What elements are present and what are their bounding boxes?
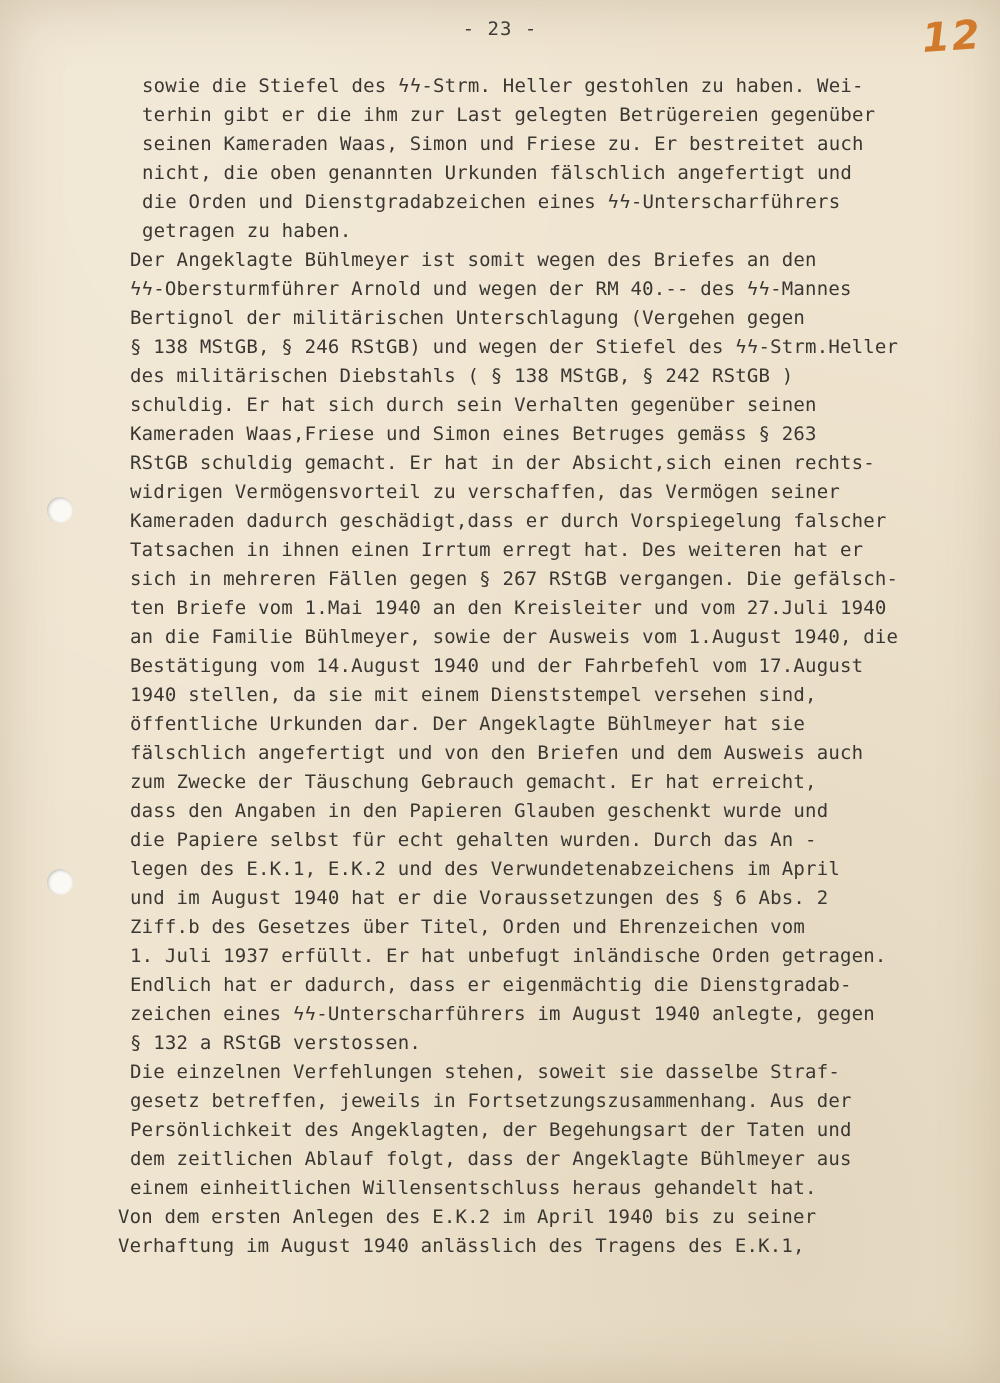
- text-line: fälschlich angefertigt und von den Briefen und dem Ausweis auch: [130, 742, 864, 764]
- text-line: Der Angeklagte Bühlmeyer ist somit wegen des Briefes an den: [130, 249, 817, 271]
- text-line: § 132 a RStGB verstossen.: [130, 1032, 421, 1054]
- text-line: 1. Juli 1937 erfüllt. Er hat unbefugt inländische Orden getragen.: [130, 945, 887, 967]
- text-line: die Orden und Dienstgradabzeichen eines ϟϟ-Unterscharführers: [142, 191, 841, 213]
- text-line: getragen zu haben.: [142, 220, 352, 242]
- text-line: und im August 1940 hat er die Voraussetzungen des § 6 Abs. 2: [130, 887, 829, 909]
- text-line: dass den Angaben in den Papieren Glauben geschenkt wurde und: [130, 800, 829, 822]
- text-line: terhin gibt er die ihm zur Last gelegten Betrügereien gegenüber: [142, 104, 876, 126]
- text-line: Persönlichkeit des Angeklagten, der Begehungsart der Taten und: [130, 1119, 852, 1141]
- typewritten-text-body: [118, 72, 940, 1261]
- text-line: Endlich hat er dadurch, dass er eigenmächtig die Dienstgradab-: [130, 974, 852, 996]
- page-number: - 23 -: [462, 18, 538, 40]
- text-line: dem zeitlichen Ablauf folgt, dass der Angeklagte Bühlmeyer aus: [130, 1148, 852, 1170]
- text-line: RStGB schuldig gemacht. Er hat in der Absicht,sich einen rechts-: [130, 452, 875, 474]
- text-line: § 138 MStGB, § 246 RStGB) und wegen der Stiefel des ϟϟ-Strm.Heller: [130, 336, 899, 358]
- text-line: nicht, die oben genannten Urkunden fälschlich angefertigt und: [142, 162, 852, 184]
- text-line: die Papiere selbst für echt gehalten wurden. Durch das An -: [130, 829, 817, 851]
- text-line: ten Briefe vom 1.Mai 1940 an den Kreisleiter und vom 27.Juli 1940: [130, 597, 887, 619]
- text-line: einem einheitlichen Willensentschluss heraus gehandelt hat.: [130, 1177, 817, 1199]
- text-line: zeichen eines ϟϟ-Unterscharführers im August 1940 anlegte, gegen: [130, 1003, 875, 1025]
- text-line: öffentliche Urkunden dar. Der Angeklagte Bühlmeyer hat sie: [130, 713, 806, 735]
- text-line: des militärischen Diebstahls ( § 138 MStGB, § 242 RStGB ): [130, 365, 794, 387]
- text-line: Die einzelnen Verfehlungen stehen, soweit sie dasselbe Straf-: [130, 1061, 840, 1083]
- text-line: Verhaftung im August 1940 anlässlich des Tragens des E.K.1,: [118, 1235, 805, 1257]
- text-line: gesetz betreffen, jeweils in Fortsetzungszusammenhang. Aus der: [130, 1090, 852, 1112]
- text-line: widrigen Vermögensvorteil zu verschaffen, das Vermögen seiner: [130, 481, 840, 503]
- text-line: legen des E.K.1, E.K.2 und des Verwundetenabzeichens im April: [130, 858, 840, 880]
- text-line: Bertignol der militärischen Unterschlagung (Vergehen gegen: [130, 307, 806, 329]
- text-line: Von dem ersten Anlegen des E.K.2 im April 1940 bis zu seiner: [118, 1206, 817, 1228]
- text-line: 1940 stellen, da sie mit einem Dienststempel versehen sind,: [130, 684, 817, 706]
- text-line: Ziff.b des Gesetzes über Titel, Orden und Ehrenzeichen vom: [130, 916, 806, 938]
- punch-hole-upper: [47, 497, 73, 523]
- handwritten-folio-number: 12: [920, 11, 984, 63]
- text-line: ϟϟ-Obersturmführer Arnold und wegen der RM 40.-- des ϟϟ-Mannes: [130, 278, 852, 300]
- text-line: sowie die Stiefel des ϟϟ-Strm. Heller gestohlen zu haben. Wei-: [142, 75, 864, 97]
- text-line: Bestätigung vom 14.August 1940 und der Fahrbefehl vom 17.August: [130, 655, 864, 677]
- text-line: Tatsachen in ihnen einen Irrtum erregt hat. Des weiteren hat er: [130, 539, 864, 561]
- text-line: sich in mehreren Fällen gegen § 267 RStGB vergangen. Die gefälsch-: [130, 568, 899, 590]
- text-line: Kameraden Waas,Friese und Simon eines Betruges gemäss § 263: [130, 423, 817, 445]
- text-line: an die Familie Bühlmeyer, sowie der Ausweis vom 1.August 1940, die: [130, 626, 899, 648]
- text-line: schuldig. Er hat sich durch sein Verhalten gegenüber seinen: [130, 394, 817, 416]
- text-line: Kameraden dadurch geschädigt,dass er durch Vorspiegelung falscher: [130, 510, 887, 532]
- punch-hole-lower: [47, 869, 73, 895]
- text-line: seinen Kameraden Waas, Simon und Friese zu. Er bestreitet auch: [142, 133, 864, 155]
- text-line: zum Zwecke der Täuschung Gebrauch gemacht. Er hat erreicht,: [130, 771, 817, 793]
